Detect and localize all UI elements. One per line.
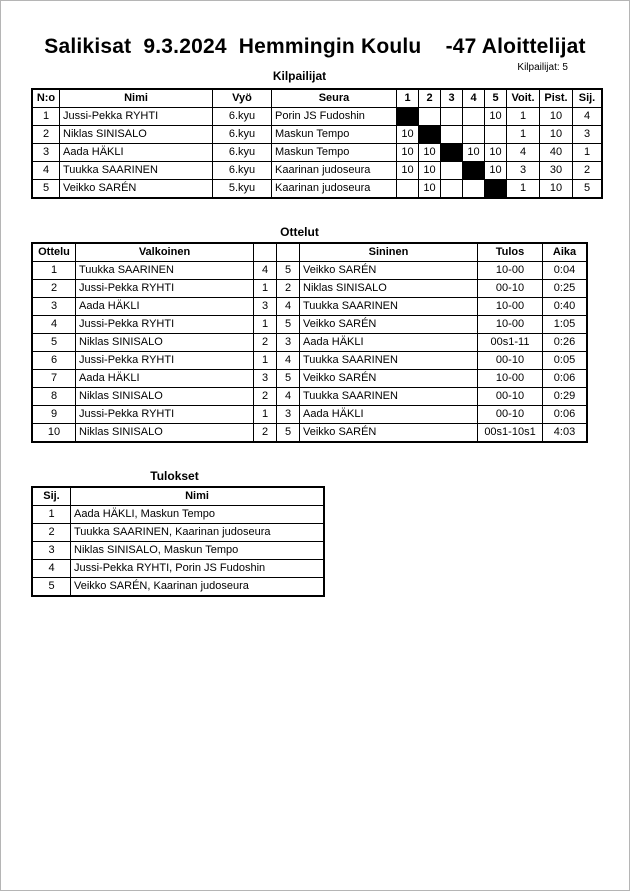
match-result: 10-00 xyxy=(478,298,543,316)
match-time: 4:03 xyxy=(543,424,588,443)
table-row xyxy=(32,334,587,352)
blue-player-number: 4 xyxy=(277,352,300,370)
white-player-name: Jussi-Pekka RYHTI xyxy=(76,316,254,334)
matrix-cell: 10 xyxy=(463,144,485,162)
final-name-club: Aada HÄKLI, Maskun Tempo xyxy=(71,506,325,524)
kilpailijat-table xyxy=(31,88,603,199)
column-header: Sij. xyxy=(573,89,603,108)
match-result: 00s1-11 xyxy=(478,334,543,352)
matrix-cell xyxy=(441,126,463,144)
ottelut-table xyxy=(31,242,588,443)
white-player-name: Tuukka SAARINEN xyxy=(76,262,254,280)
matrix-cell xyxy=(463,180,485,199)
match-time: 0:06 xyxy=(543,406,588,424)
column-header: Sininen xyxy=(300,243,478,262)
blue-player-number: 5 xyxy=(277,262,300,280)
column-header: Ottelu xyxy=(32,243,76,262)
ottelut-section xyxy=(31,225,577,443)
competitor-club: Maskun Tempo xyxy=(272,144,397,162)
matrix-cell xyxy=(485,126,507,144)
match-number: 1 xyxy=(32,262,76,280)
table-row xyxy=(32,560,324,578)
table-row xyxy=(32,542,324,560)
match-result: 00-10 xyxy=(478,406,543,424)
match-number: 9 xyxy=(32,406,76,424)
match-time: 0:40 xyxy=(543,298,588,316)
blue-player-name: Tuukka SAARINEN xyxy=(300,298,478,316)
competitor-name: Tuukka SAARINEN xyxy=(60,162,213,180)
competitor-name: Jussi-Pekka RYHTI xyxy=(60,108,213,126)
header-row xyxy=(32,487,324,506)
ottelut-table-body xyxy=(32,262,587,443)
table-row xyxy=(32,370,587,388)
final-name-club: Jussi-Pekka RYHTI, Porin JS Fudoshin xyxy=(71,560,325,578)
white-player-name: Aada HÄKLI xyxy=(76,370,254,388)
tulokset-section xyxy=(31,469,318,597)
competitor-number: 3 xyxy=(32,144,60,162)
column-header: Valkoinen xyxy=(76,243,254,262)
matrix-cell-self xyxy=(397,108,419,126)
final-name-club: Niklas SINISALO, Maskun Tempo xyxy=(71,542,325,560)
placement: 5 xyxy=(573,180,603,199)
competitor-club: Maskun Tempo xyxy=(272,126,397,144)
table-row xyxy=(32,316,587,334)
column-header xyxy=(254,243,277,262)
wins: 1 xyxy=(507,108,540,126)
tulokset-table-head xyxy=(32,487,324,506)
points: 30 xyxy=(540,162,573,180)
competitor-number: 5 xyxy=(32,180,60,199)
final-name-club: Tuukka SAARINEN, Kaarinan judoseura xyxy=(71,524,325,542)
competitor-number: 2 xyxy=(32,126,60,144)
table-row xyxy=(32,352,587,370)
white-player-name: Jussi-Pekka RYHTI xyxy=(76,352,254,370)
match-time: 0:29 xyxy=(543,388,588,406)
white-player-number: 3 xyxy=(254,298,277,316)
blue-player-name: Aada HÄKLI xyxy=(300,334,478,352)
matrix-cell: 10 xyxy=(397,162,419,180)
white-player-name: Jussi-Pekka RYHTI xyxy=(76,406,254,424)
blue-player-number: 2 xyxy=(277,280,300,298)
table-row xyxy=(32,108,602,126)
table-row xyxy=(32,144,602,162)
match-result: 00-10 xyxy=(478,388,543,406)
match-number: 3 xyxy=(32,298,76,316)
table-row xyxy=(32,262,587,280)
match-number: 2 xyxy=(32,280,76,298)
blue-player-name: Veikko SARÉN xyxy=(300,370,478,388)
white-player-number: 1 xyxy=(254,316,277,334)
blue-player-name: Niklas SINISALO xyxy=(300,280,478,298)
matrix-cell-self xyxy=(441,144,463,162)
competitor-name: Veikko SARÉN xyxy=(60,180,213,199)
blue-player-name: Tuukka SAARINEN xyxy=(300,352,478,370)
competitor-name: Aada HÄKLI xyxy=(60,144,213,162)
match-number: 4 xyxy=(32,316,76,334)
matrix-cell-self xyxy=(463,162,485,180)
match-time: 0:06 xyxy=(543,370,588,388)
matrix-cell xyxy=(463,108,485,126)
blue-player-name: Veikko SARÉN xyxy=(300,262,478,280)
white-player-number: 4 xyxy=(254,262,277,280)
column-header: Aika xyxy=(543,243,588,262)
competitor-belt: 6.kyu xyxy=(213,108,272,126)
competitor-belt: 6.kyu xyxy=(213,144,272,162)
blue-player-name: Veikko SARÉN xyxy=(300,424,478,443)
white-player-number: 3 xyxy=(254,370,277,388)
column-header: 3 xyxy=(441,89,463,108)
final-placement: 1 xyxy=(32,506,71,524)
match-number: 10 xyxy=(32,424,76,443)
matrix-cell-self xyxy=(419,126,441,144)
white-player-number: 2 xyxy=(254,424,277,443)
match-time: 0:25 xyxy=(543,280,588,298)
match-result: 10-00 xyxy=(478,370,543,388)
wins: 4 xyxy=(507,144,540,162)
competitor-club: Porin JS Fudoshin xyxy=(272,108,397,126)
column-header xyxy=(277,243,300,262)
matrix-cell xyxy=(463,126,485,144)
competitor-belt: 6.kyu xyxy=(213,126,272,144)
match-result: 10-00 xyxy=(478,262,543,280)
column-header: Vyö xyxy=(213,89,272,108)
match-time: 0:05 xyxy=(543,352,588,370)
matrix-cell xyxy=(441,162,463,180)
competitor-name: Niklas SINISALO xyxy=(60,126,213,144)
match-time: 1:05 xyxy=(543,316,588,334)
column-header: 2 xyxy=(419,89,441,108)
white-player-number: 1 xyxy=(254,280,277,298)
kilpailijat-heading: Kilpailijat xyxy=(272,69,327,83)
blue-player-number: 4 xyxy=(277,388,300,406)
white-player-number: 2 xyxy=(254,388,277,406)
column-header: 4 xyxy=(463,89,485,108)
matrix-cell: 10 xyxy=(485,144,507,162)
kilpailijat-table-body xyxy=(32,108,602,199)
match-number: 8 xyxy=(32,388,76,406)
table-row xyxy=(32,388,587,406)
kilpailijat-table-head xyxy=(32,89,602,108)
matrix-cell xyxy=(397,180,419,199)
competitors-count: Kilpailijat: 5 xyxy=(517,62,568,73)
column-header: Voit. xyxy=(507,89,540,108)
match-number: 7 xyxy=(32,370,76,388)
page-title: Salikisat 9.3.2024 Hemmingin Koulu -47 Aloittelijat xyxy=(44,35,586,58)
matrix-cell: 10 xyxy=(419,144,441,162)
wins: 1 xyxy=(507,126,540,144)
white-player-name: Niklas SINISALO xyxy=(76,334,254,352)
competitor-number: 1 xyxy=(32,108,60,126)
blue-player-number: 5 xyxy=(277,370,300,388)
matrix-cell: 10 xyxy=(419,180,441,199)
points: 10 xyxy=(540,126,573,144)
final-placement: 5 xyxy=(32,578,71,597)
match-result: 00s1-10s1 xyxy=(478,424,543,443)
matrix-cell xyxy=(419,108,441,126)
matrix-cell: 10 xyxy=(397,144,419,162)
matrix-cell xyxy=(441,180,463,199)
ottelut-heading: Ottelut xyxy=(280,225,319,239)
matrix-cell: 10 xyxy=(485,162,507,180)
table-row xyxy=(32,126,602,144)
white-player-name: Niklas SINISALO xyxy=(76,424,254,443)
column-header: Nimi xyxy=(60,89,213,108)
placement: 2 xyxy=(573,162,603,180)
table-row xyxy=(32,506,324,524)
column-header: Pist. xyxy=(540,89,573,108)
points: 10 xyxy=(540,108,573,126)
tulokset-table xyxy=(31,486,325,597)
column-header: Seura xyxy=(272,89,397,108)
ottelut-table-head xyxy=(32,243,587,262)
white-player-number: 1 xyxy=(254,352,277,370)
blue-player-name: Tuukka SAARINEN xyxy=(300,388,478,406)
match-result: 00-10 xyxy=(478,352,543,370)
blue-player-number: 3 xyxy=(277,334,300,352)
tulokset-heading: Tulokset xyxy=(150,469,199,483)
matrix-cell: 10 xyxy=(419,162,441,180)
final-name-club: Veikko SARÉN, Kaarinan judoseura xyxy=(71,578,325,597)
column-header: 5 xyxy=(485,89,507,108)
white-player-name: Jussi-Pekka RYHTI xyxy=(76,280,254,298)
match-time: 0:04 xyxy=(543,262,588,280)
table-row xyxy=(32,524,324,542)
competitor-belt: 5.kyu xyxy=(213,180,272,199)
tulokset-table-body xyxy=(32,506,324,597)
column-header: N:o xyxy=(32,89,60,108)
blue-player-number: 5 xyxy=(277,316,300,334)
header-row xyxy=(32,243,587,262)
competitor-number: 4 xyxy=(32,162,60,180)
final-placement: 4 xyxy=(32,560,71,578)
matrix-cell: 10 xyxy=(485,108,507,126)
placement: 1 xyxy=(573,144,603,162)
competitor-club: Kaarinan judoseura xyxy=(272,180,397,199)
table-row xyxy=(32,162,602,180)
blue-player-name: Veikko SARÉN xyxy=(300,316,478,334)
match-result: 10-00 xyxy=(478,316,543,334)
table-row xyxy=(32,180,602,199)
match-number: 5 xyxy=(32,334,76,352)
points: 10 xyxy=(540,180,573,199)
blue-player-number: 5 xyxy=(277,424,300,443)
white-player-name: Niklas SINISALO xyxy=(76,388,254,406)
match-time: 0:26 xyxy=(543,334,588,352)
match-number: 6 xyxy=(32,352,76,370)
blue-player-number: 3 xyxy=(277,406,300,424)
white-player-number: 1 xyxy=(254,406,277,424)
column-header: Nimi xyxy=(71,487,325,506)
table-row xyxy=(32,578,324,597)
final-placement: 3 xyxy=(32,542,71,560)
match-result: 00-10 xyxy=(478,280,543,298)
points: 40 xyxy=(540,144,573,162)
final-placement: 2 xyxy=(32,524,71,542)
wins: 3 xyxy=(507,162,540,180)
column-header: Sij. xyxy=(32,487,71,506)
blue-player-number: 4 xyxy=(277,298,300,316)
table-row xyxy=(32,280,587,298)
competitor-belt: 6.kyu xyxy=(213,162,272,180)
white-player-name: Aada HÄKLI xyxy=(76,298,254,316)
matrix-cell: 10 xyxy=(397,126,419,144)
placement: 3 xyxy=(573,126,603,144)
competitor-club: Kaarinan judoseura xyxy=(272,162,397,180)
column-header: 1 xyxy=(397,89,419,108)
placement: 4 xyxy=(573,108,603,126)
matrix-cell xyxy=(441,108,463,126)
blue-player-name: Aada HÄKLI xyxy=(300,406,478,424)
wins: 1 xyxy=(507,180,540,199)
table-row xyxy=(32,298,587,316)
white-player-number: 2 xyxy=(254,334,277,352)
kilpailijat-header-row xyxy=(31,62,568,85)
table-row xyxy=(32,406,587,424)
column-header: Tulos xyxy=(478,243,543,262)
table-row xyxy=(32,424,587,443)
matrix-cell-self xyxy=(485,180,507,199)
header-row xyxy=(32,89,602,108)
